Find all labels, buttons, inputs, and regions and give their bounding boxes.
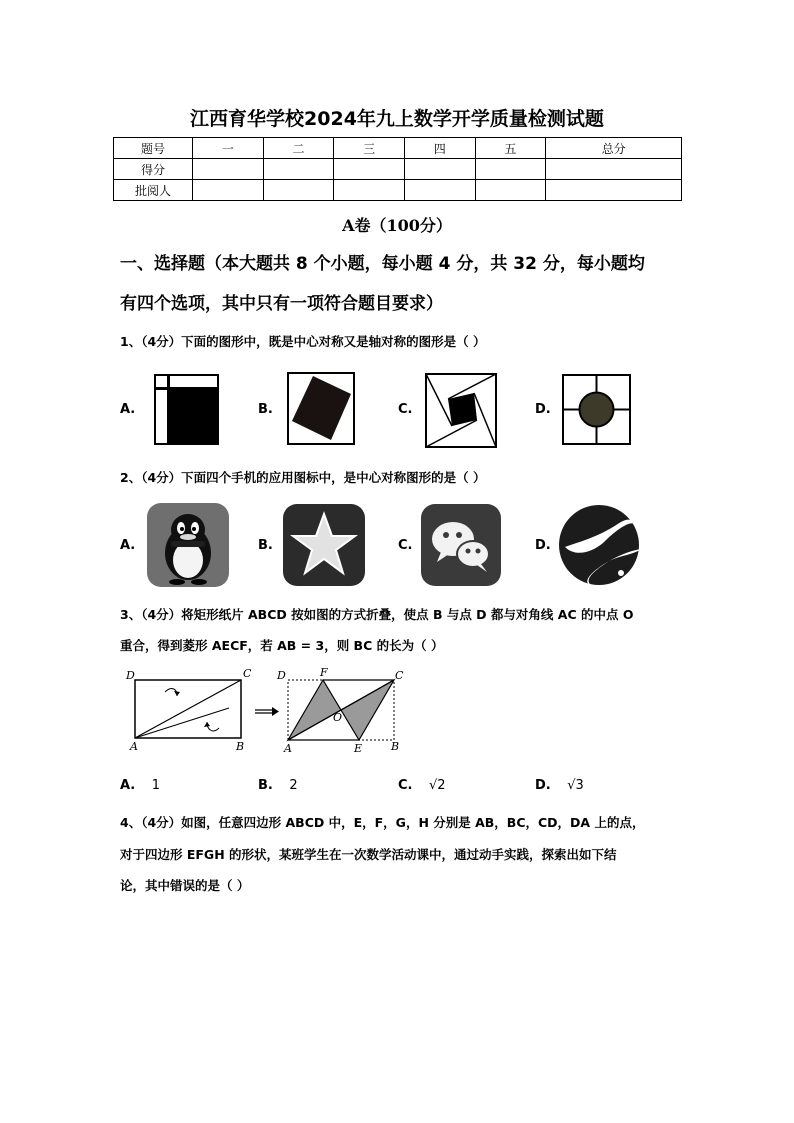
- fig-label-b-left: B: [236, 740, 245, 753]
- grader-row-label: 批阅人: [114, 180, 193, 201]
- score-cell[interactable]: [263, 159, 334, 180]
- q1-option-c-label[interactable]: C.: [398, 402, 413, 417]
- score-cell[interactable]: [546, 159, 682, 180]
- q2-option-d-label[interactable]: D.: [535, 538, 551, 553]
- fig-label-c-right: C: [395, 669, 404, 682]
- q2-option-d-swirl-icon[interactable]: [557, 503, 643, 587]
- score-row: [114, 159, 682, 180]
- q2-option-a-label[interactable]: A.: [120, 538, 136, 553]
- q1-option-b-label[interactable]: B.: [258, 402, 273, 417]
- score-cell[interactable]: [404, 159, 475, 180]
- q3-option-b[interactable]: [258, 778, 298, 793]
- q2-option-c-chat-icon[interactable]: [421, 504, 501, 586]
- q2-option-c-label[interactable]: C.: [398, 538, 413, 553]
- q3-option-d[interactable]: [535, 778, 584, 793]
- q1-option-b-figure[interactable]: [287, 372, 356, 446]
- score-cell[interactable]: [475, 159, 546, 180]
- grader-row: [114, 180, 682, 201]
- part1-heading-line1: 一、选择题（本大题共 8 个小题，每小题 4 分，共 32 分，每小题均: [120, 254, 645, 274]
- q2-option-b-label[interactable]: B.: [258, 538, 273, 553]
- q3-option-a[interactable]: [120, 778, 160, 793]
- q3-line1: 3、（4分）将矩形纸片 ABCD 按如图的方式折叠，使点 B 与点 D 都与对角线 AC 的中点 O: [120, 607, 634, 622]
- q1-option-d-label[interactable]: D.: [535, 402, 551, 417]
- score-table: [113, 137, 682, 201]
- q4-line2: 对于四边形 EFGH 的形状，某班学生在一次数学活动课中，通过动手实践，探索出如下结: [120, 847, 617, 862]
- q2-option-b-star-icon[interactable]: [283, 504, 365, 586]
- fig-label-a-right: A: [284, 742, 292, 755]
- q2-option-a-penguin-icon[interactable]: [147, 503, 229, 587]
- grader-cell[interactable]: [475, 180, 546, 201]
- q1-text: 1、（4分）下面的图形中，既是中心对称又是轴对称的图形是（ ）: [120, 334, 486, 349]
- section-a-title: A卷（100分）: [342, 216, 452, 235]
- fig-label-d-right: D: [277, 669, 286, 682]
- grader-cell[interactable]: [334, 180, 405, 201]
- q3-option-c-value: √2: [429, 778, 446, 793]
- header-cell-4: 四: [404, 138, 475, 159]
- header-cell-3: 三: [334, 138, 405, 159]
- q1-option-a-figure[interactable]: [154, 374, 220, 446]
- score-table-header-row: [114, 138, 682, 159]
- q3-option-c[interactable]: [398, 778, 446, 793]
- q3-option-d-value: √3: [567, 778, 584, 793]
- header-cell-5: 五: [475, 138, 546, 159]
- header-cell-1: 一: [193, 138, 264, 159]
- fig-label-e-right: E: [354, 742, 363, 755]
- q3-line2: 重合，得到菱形 AECF，若 AB = 3，则 BC 的长为（ ）: [120, 638, 444, 653]
- fig-label-a-left: A: [130, 740, 138, 753]
- q3-option-d-letter: D.: [535, 778, 551, 793]
- header-cell-number: 题号: [114, 138, 193, 159]
- q3-option-a-letter: A.: [120, 778, 136, 793]
- grader-cell[interactable]: [263, 180, 334, 201]
- q2-text: 2、（4分）下面四个手机的应用图标中，是中心对称图形的是（ ）: [120, 470, 486, 485]
- q4-line3: 论，其中错误的是（ ）: [120, 878, 250, 893]
- score-cell[interactable]: [193, 159, 264, 180]
- fig-label-o-right: O: [333, 711, 343, 724]
- score-cell[interactable]: [334, 159, 405, 180]
- q1-option-a-label[interactable]: A.: [120, 402, 136, 417]
- exam-title: 江西育华学校2024年九上数学开学质量检测试题: [190, 108, 604, 130]
- q4-line1: 4、（4分）如图，任意四边形 ABCD 中，E，F，G，H 分别是 AB，BC，CD，DA 上的点，: [120, 815, 645, 830]
- score-row-label: 得分: [114, 159, 193, 180]
- header-cell-2: 二: [263, 138, 334, 159]
- fig-label-f-right: F: [320, 666, 328, 679]
- grader-cell[interactable]: [193, 180, 264, 201]
- fig-label-b-right: B: [391, 740, 400, 753]
- q3-option-a-value: 1: [151, 778, 161, 793]
- grader-cell[interactable]: [546, 180, 682, 201]
- fig-label-d-left: D: [126, 669, 135, 682]
- grader-cell[interactable]: [404, 180, 475, 201]
- q1-option-c-figure[interactable]: [425, 373, 498, 449]
- part1-heading-line2: 有四个选项，其中只有一项符合题目要求）: [120, 294, 443, 314]
- header-cell-total: 总分: [546, 138, 682, 159]
- q3-option-c-letter: C.: [398, 778, 413, 793]
- q3-folding-figure: [119, 666, 419, 758]
- q3-option-b-value: 2: [289, 778, 298, 793]
- q3-option-b-letter: B.: [258, 778, 273, 793]
- q1-option-d-figure[interactable]: [562, 374, 632, 446]
- fig-label-c-left: C: [243, 667, 252, 680]
